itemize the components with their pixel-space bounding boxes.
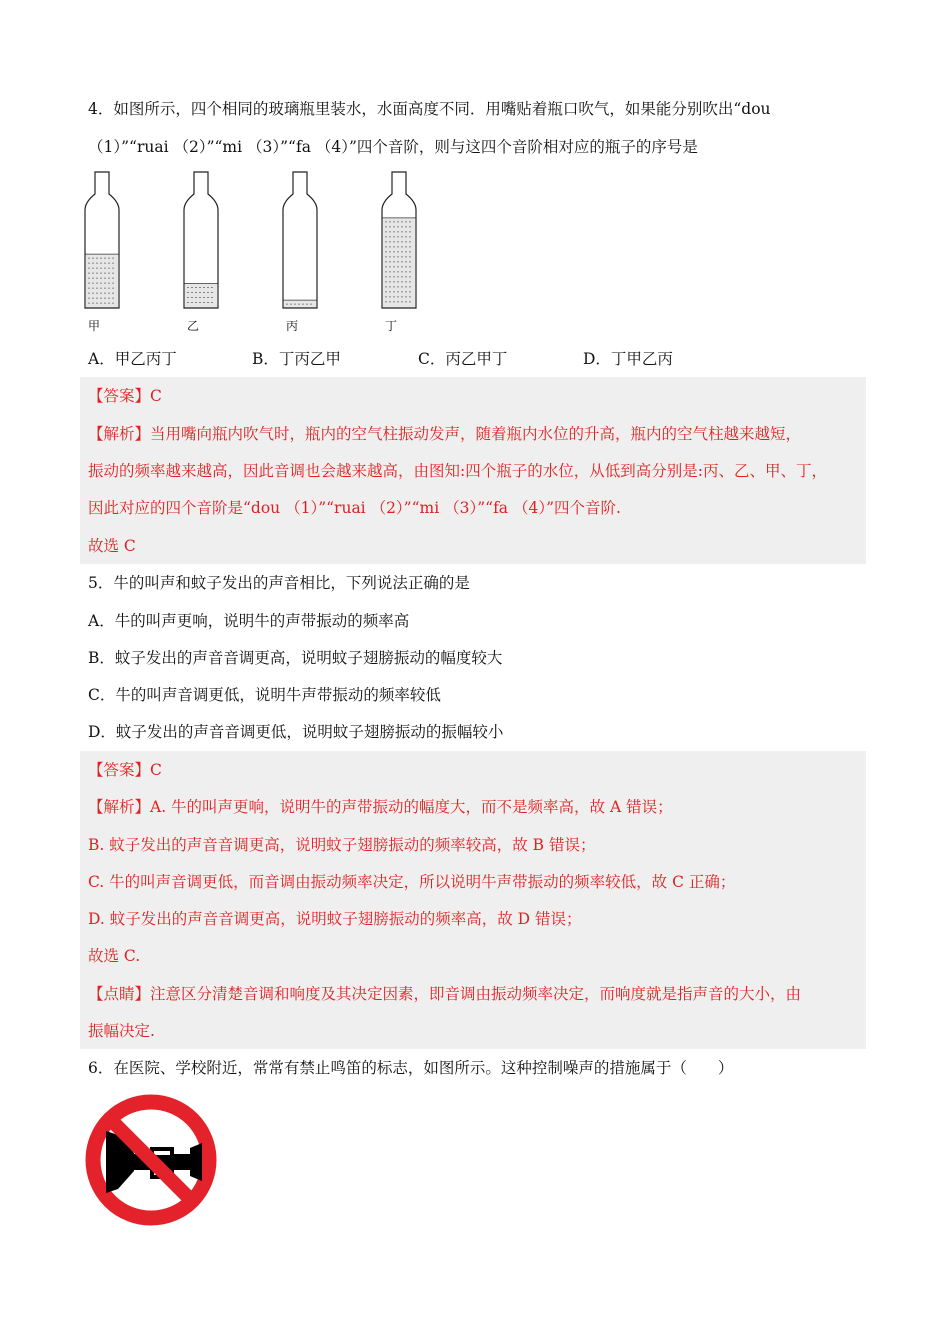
q4-stem-line1: 4．如图所示，四个相同的玻璃瓶里装水，水面高度不同．用嘴贴着瓶口吹气，如果能分别吹出“dou (88, 100, 771, 118)
bottle-ding (382, 172, 416, 308)
q5-analysis-line1: 【解析】A. 牛的叫声更响，说明牛的声带振动的幅度大，而不是频率高，故 A 错误； (88, 798, 673, 816)
bottle-jia (85, 172, 119, 308)
q4-analysis-line4: 故选 C (88, 537, 136, 555)
q4-option-c: C．丙乙甲丁 (418, 350, 508, 368)
q5-answer: 【答案】C (88, 761, 162, 779)
q4-analysis-line3: 因此对应的四个音阶是“dou （1）”“ruai （2）”“mi （3）”“fa （4）”四个音阶. (88, 499, 621, 517)
q5-option-b: B．蚊子发出的声音音调更高，说明蚊子翅膀振动的幅度较大 (88, 649, 503, 667)
no-horn-sign-icon (84, 1093, 218, 1227)
bottle-label-jia: 甲 (88, 319, 101, 333)
q4-option-a: A．甲乙丙丁 (88, 350, 177, 368)
q5-tip-line2: 振幅决定. (88, 1022, 155, 1040)
q5-analysis-line2: B. 蚊子发出的声音音调更高，说明蚊子翅膀振动的频率较高，故 B 错误； (88, 836, 596, 854)
q6-stem: 6．在医院、学校附近，常常有禁止鸣笛的标志，如图所示。这种控制噪声的措施属于（ ） (88, 1059, 734, 1077)
q5-option-c: C．牛的叫声音调更低，说明牛声带振动的频率较低 (88, 686, 441, 704)
q4-analysis-line1: 【解析】当用嘴向瓶内吹气时，瓶内的空气柱振动发声，随着瓶内水位的升高，瓶内的空气柱越来越短， (88, 425, 802, 443)
q5-option-a: A．牛的叫声更响，说明牛的声带振动的频率高 (88, 612, 410, 630)
q4-stem-line2: （1）”“ruai （2）”“mi （3）”“fa （4）”四个音阶，则与这四个音阶相对应的瓶子的序号是 (88, 138, 698, 156)
bottles-figure (80, 168, 440, 318)
bottle-yi (184, 172, 218, 308)
q5-tip-line1: 【点睛】注意区分清楚音调和响度及其决定因素，即音调由振动频率决定，而响度就是指声音的大小，由 (88, 985, 802, 1003)
q5-analysis-line3: C. 牛的叫声音调更低，而音调由振动频率决定，所以说明牛声带振动的频率较低，故 C 正确； (88, 873, 736, 891)
water-ding (383, 218, 415, 308)
water-jia (86, 254, 118, 308)
bottle-bing (283, 172, 317, 308)
bottle-label-yi: 乙 (187, 319, 200, 333)
bottle-label-ding: 丁 (385, 319, 398, 333)
q4-analysis-line2: 振动的频率越来越高，因此音调也会越来越高，由图知:四个瓶子的水位，从低到高分别是:丙、乙、甲、丁， (88, 462, 827, 480)
q5-analysis-line5: 故选 C. (88, 947, 141, 965)
q5-stem: 5．牛的叫声和蚊子发出的声音相比，下列说法正确的是 (88, 574, 470, 592)
bottle-label-bing: 丙 (286, 319, 299, 333)
q5-option-d: D．蚊子发出的声音音调更低，说明蚊子翅膀振动的振幅较小 (88, 723, 504, 741)
q4-option-d: D．丁甲乙丙 (583, 350, 673, 368)
q4-option-b: B．丁丙乙甲 (252, 350, 341, 368)
q5-analysis-line4: D. 蚊子发出的声音音调更高，说明蚊子翅膀振动的频率高，故 D 错误； (88, 910, 582, 928)
q4-answer: 【答案】C (88, 387, 162, 405)
